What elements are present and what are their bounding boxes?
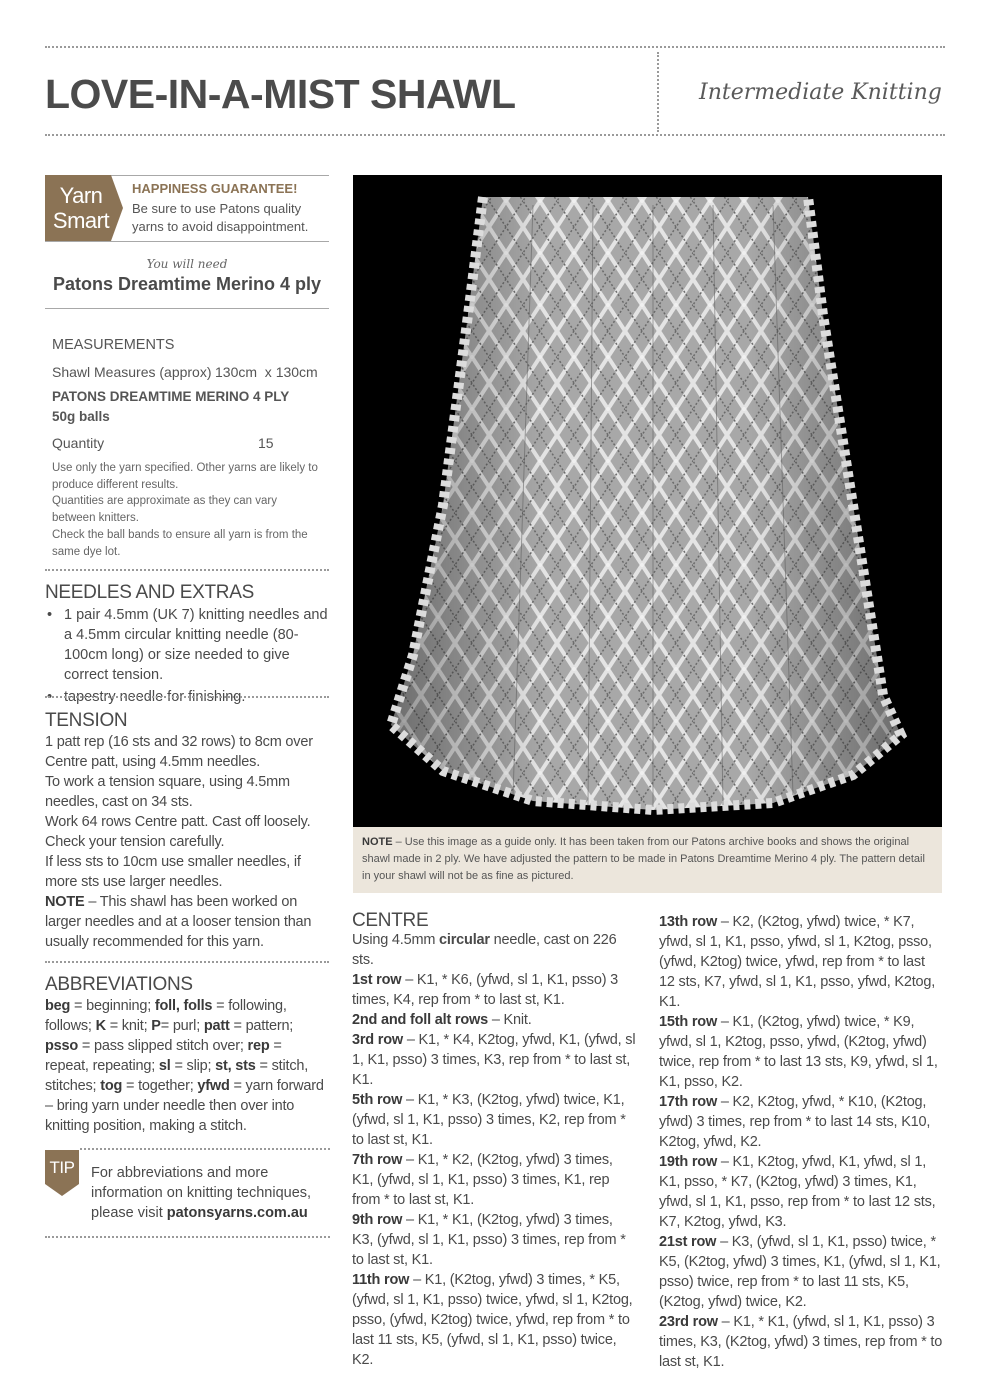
centre-intro <box>352 930 637 970</box>
abbr-term: yfwd <box>197 1078 230 1094</box>
centre-heading: CENTRE <box>352 910 429 931</box>
row-label: 13th row <box>659 914 718 930</box>
pattern-row <box>659 1152 944 1232</box>
row-label: 23rd row <box>659 1314 718 1330</box>
abbr-term: sl <box>158 1058 171 1074</box>
shawl-photo <box>353 175 942 827</box>
row-text: – K1, K2tog, yfwd, K1, yfwd, sl 1, K1, psso, * K7, (K2tog, yfwd) 3 times, K1, yfwd, sl 1, K1, psso, rep from * to last 12 sts, K7, K2tog, yfwd, K3. <box>659 1154 936 1230</box>
abbr-def: = following, follows; <box>45 998 287 1034</box>
yarn-note: Check the ball bands to ensure all yarn is from the same dye lot. <box>52 528 308 558</box>
row-label: 5th row <box>352 1092 403 1108</box>
abbr-def: = stitch, stitches; <box>45 1058 309 1094</box>
tension-line: To work a tension square, using 4.5mm needles, cast on 34 sts. <box>45 774 290 810</box>
row-text: – K1, * K1, (K2tog, yfwd) 3 times, K3, (yfwd, sl 1, K1, psso) 3 times, rep from * to last st, K1. <box>352 1212 626 1268</box>
yarn-note: Use only the yarn specified. Other yarns are likely to produce different results. <box>52 462 318 491</box>
row-text: – K1, * K6, (yfwd, sl 1, K1, psso) 3 times, K4, rep from * to last st, K1. <box>352 972 619 1008</box>
happiness-guarantee-heading: HAPPINESS GUARANTEE! <box>132 181 298 196</box>
tension-line: 1 patt rep (16 sts and 32 rows) to 8cm over Centre patt, using 4.5mm needles. <box>45 734 313 770</box>
balls-heading: 50g balls <box>52 409 110 424</box>
list-item: • tapestry needle for finishing. <box>45 687 329 707</box>
abbr-def: = yarn forward – bring yarn under needle then over into knitting position, making a stitch. <box>45 1078 324 1134</box>
row-label: 2nd and foll alt rows <box>352 1012 488 1028</box>
abbr-term: psso <box>45 1038 79 1054</box>
tension-rule <box>45 961 329 963</box>
row-text: – Knit. <box>487 1012 532 1028</box>
row-label: 15th row <box>659 1014 718 1030</box>
yarn-note: Quantities are approximate as they can vary between knitters. <box>52 495 278 525</box>
row-text: – K1, * K4, K2tog, yfwd, K1, (yfwd, sl 1, K1, psso) 3 times, K3, rep from * to last st, K1. <box>352 1032 636 1088</box>
row-text: – K1, * K2, (K2tog, yfwd) 3 times, K1, (yfwd, sl 1, K1, psso) 3 times, K1, rep from * to last st, K1. <box>352 1152 613 1208</box>
row-text: – K2, K2tog, yfwd, * K10, (K2tog, yfwd) 3 times, rep from * to last 14 sts, K10, K2tog, yfwd, K2. <box>659 1094 931 1150</box>
tip-top-rule <box>80 1148 330 1150</box>
row-text: – K2, (K2tog, yfwd) twice, * K7, yfwd, sl 1, K1, psso, yfwd, sl 1, K2tog, psso, (yfwd, K2tog) twice, yfwd, rep from * to last 12 sts, K7, yfwd, sl 1, K1, psso, yfwd, K2tog, K1. <box>659 914 936 1010</box>
pattern-row <box>659 912 944 1012</box>
intro-bold: circular <box>439 932 490 948</box>
pattern-row <box>659 1232 944 1312</box>
row-label: 3rd row <box>352 1032 403 1048</box>
abbreviations-heading: ABBREVIATIONS <box>45 974 193 995</box>
pattern-row <box>352 1210 637 1270</box>
quantity-value: 15 <box>258 435 274 451</box>
tension-note <box>45 892 329 952</box>
abbr-term: P <box>151 1018 161 1034</box>
row-text: – K1, * K1, (yfwd, sl 1, K1, psso) 3 times, K3, (K2tog, yfwd) 3 times, rep from * to last st, K1. <box>659 1314 943 1370</box>
happiness-guarantee-body: Be sure to use Patons quality yarns to avoid disappointment. <box>132 201 309 234</box>
page-title: LOVE-IN-A-MIST SHAWL <box>45 71 516 117</box>
tip-text <box>91 1163 321 1223</box>
tip-label: TIP <box>49 1158 75 1177</box>
pattern-row <box>659 1312 944 1372</box>
tension-line: If less sts to 10cm use smaller needles, if more sts use larger needles. <box>45 854 301 890</box>
yarn-heading: PATONS DREAMTIME MERINO 4 PLY <box>52 389 290 404</box>
shawl-measures-value: 130cm x 130cm <box>215 364 318 380</box>
skill-level: Intermediate Knitting <box>699 80 942 105</box>
yarn-smart-line1: Yarn <box>59 183 103 208</box>
pattern-row <box>352 1010 637 1030</box>
tension-note-label: NOTE <box>45 894 85 910</box>
abbr-def: = repeat, repeating; <box>45 1038 282 1074</box>
abbr-def: = purl; <box>160 1018 204 1034</box>
intro-post: needle, cast on 226 sts. <box>352 932 617 968</box>
shawl-measures-label: Shawl Measures (approx) <box>52 364 212 380</box>
pattern-row <box>352 1150 637 1210</box>
abbr-term: tog <box>100 1078 123 1094</box>
needles-heading: NEEDLES AND EXTRAS <box>45 582 254 603</box>
row-text: – K1, * K3, (K2tog, yfwd) twice, K1, (yfwd, sl 1, K1, psso) 3 times, K2, rep from * to last st, K1. <box>352 1092 626 1148</box>
measurements-heading: MEASUREMENTS <box>52 337 175 353</box>
yarn-name: Patons Dreamtime Merino 4 ply <box>52 274 322 294</box>
row-label: 17th row <box>659 1094 718 1110</box>
pattern-row <box>352 970 637 1010</box>
row-label: 19th row <box>659 1154 718 1170</box>
abbr-def: = knit; <box>105 1018 152 1034</box>
yarn-notes <box>52 460 322 560</box>
need-rule <box>45 308 329 309</box>
header-divider <box>657 52 659 132</box>
abbr-def: = pattern; <box>229 1018 294 1034</box>
measurements-rule <box>45 569 329 571</box>
row-label: 1st row <box>352 972 402 988</box>
abbr-def: = beginning; <box>70 998 155 1014</box>
shawl-illustration <box>353 175 942 827</box>
pattern-row <box>659 1012 944 1092</box>
abbr-term: rep <box>247 1038 270 1054</box>
tension-heading: TENSION <box>45 710 128 731</box>
tension-line: Work 64 rows Centre patt. Cast off loosely. <box>45 814 311 830</box>
you-will-need-label: You will need <box>146 257 228 271</box>
abbr-def: = slip; <box>170 1058 216 1074</box>
pattern-row <box>352 1030 637 1090</box>
tension-note-text: – This shawl has been worked on larger needles and at a looser tension than usually recommended for this yarn. <box>45 894 312 950</box>
tension-line: Check your tension carefully. <box>45 834 225 850</box>
quantity-label: Quantity <box>52 435 105 451</box>
tip-link[interactable]: patonsyarns.com.au <box>166 1205 308 1221</box>
row-text: – K1, (K2tog, yfwd) twice, * K9, yfwd, sl 1, K2tog, psso, yfwd, (K2tog, yfwd) twice, rep from * to last 13 sts, K9, yfwd, sl 1, K1, psso, K2. <box>659 1014 938 1090</box>
intro-pre: Using 4.5mm <box>352 932 440 948</box>
top-rule <box>45 46 945 48</box>
tip-bottom-rule <box>45 1236 330 1238</box>
abbreviations-body <box>45 996 329 1136</box>
yarn-smart-badge-label <box>52 183 110 233</box>
row-label: 7th row <box>352 1152 403 1168</box>
photo-caption <box>362 834 932 885</box>
row-label: 9th row <box>352 1212 403 1228</box>
caption-note-label: NOTE <box>362 836 393 848</box>
row-text: – K1, (K2tog, yfwd) 3 times, * K5, (yfwd, sl 1, K1, psso) twice, yfwd, sl 1, K2tog, psso, (yfwd, K2tog) twice, yfwd, rep from * to last 11 sts, K5, (yfwd, sl 1, K1, psso) twice, K2. <box>352 1272 633 1368</box>
abbr-def: = pass slipped stitch over; <box>78 1038 248 1054</box>
header-bottom-rule <box>45 134 945 136</box>
caption-note-text: – Use this image as a guide only. It has been taken from our Patons archive books and shows the original shawl made in 2 ply. We have adjusted the pattern to be made in Patons Dreamtime Merino 4 ply. The pattern detail in your shawl will not be as fine as pictured. <box>362 836 925 882</box>
centre-column-left <box>352 930 637 1370</box>
row-label: 11th row <box>352 1272 410 1288</box>
list-item: • 1 pair 4.5mm (UK 7) knitting needles and a 4.5mm circular knitting needle (80-100cm long) or size needed to give correct tension. <box>45 605 329 685</box>
abbr-term: st, sts <box>215 1058 256 1074</box>
tip-body: For abbreviations and more information on knitting techniques, please visit <box>91 1165 312 1221</box>
tension-body <box>45 732 329 952</box>
pattern-row <box>352 1270 637 1370</box>
abbr-term: patt <box>203 1018 230 1034</box>
centre-column-right <box>659 912 944 1372</box>
row-label: 21st row <box>659 1234 717 1250</box>
needles-list <box>45 605 329 709</box>
pattern-row <box>352 1090 637 1150</box>
needles-rule <box>45 696 329 698</box>
abbr-def: = together; <box>122 1078 198 1094</box>
row-text: – K3, (yfwd, sl 1, K1, psso) twice, * K5, (K2tog, yfwd) 3 times, K1, (yfwd, sl 1, K1, psso) twice, rep from * to last 11 sts, K5, (K2tog, yfwd) twice, K2. <box>659 1234 941 1310</box>
pattern-row <box>659 1092 944 1152</box>
abbr-term: beg <box>45 998 71 1014</box>
yarn-smart-line2: Smart <box>52 208 110 233</box>
abbr-term: foll, folls <box>154 998 213 1014</box>
abbr-term: K <box>95 1018 106 1034</box>
